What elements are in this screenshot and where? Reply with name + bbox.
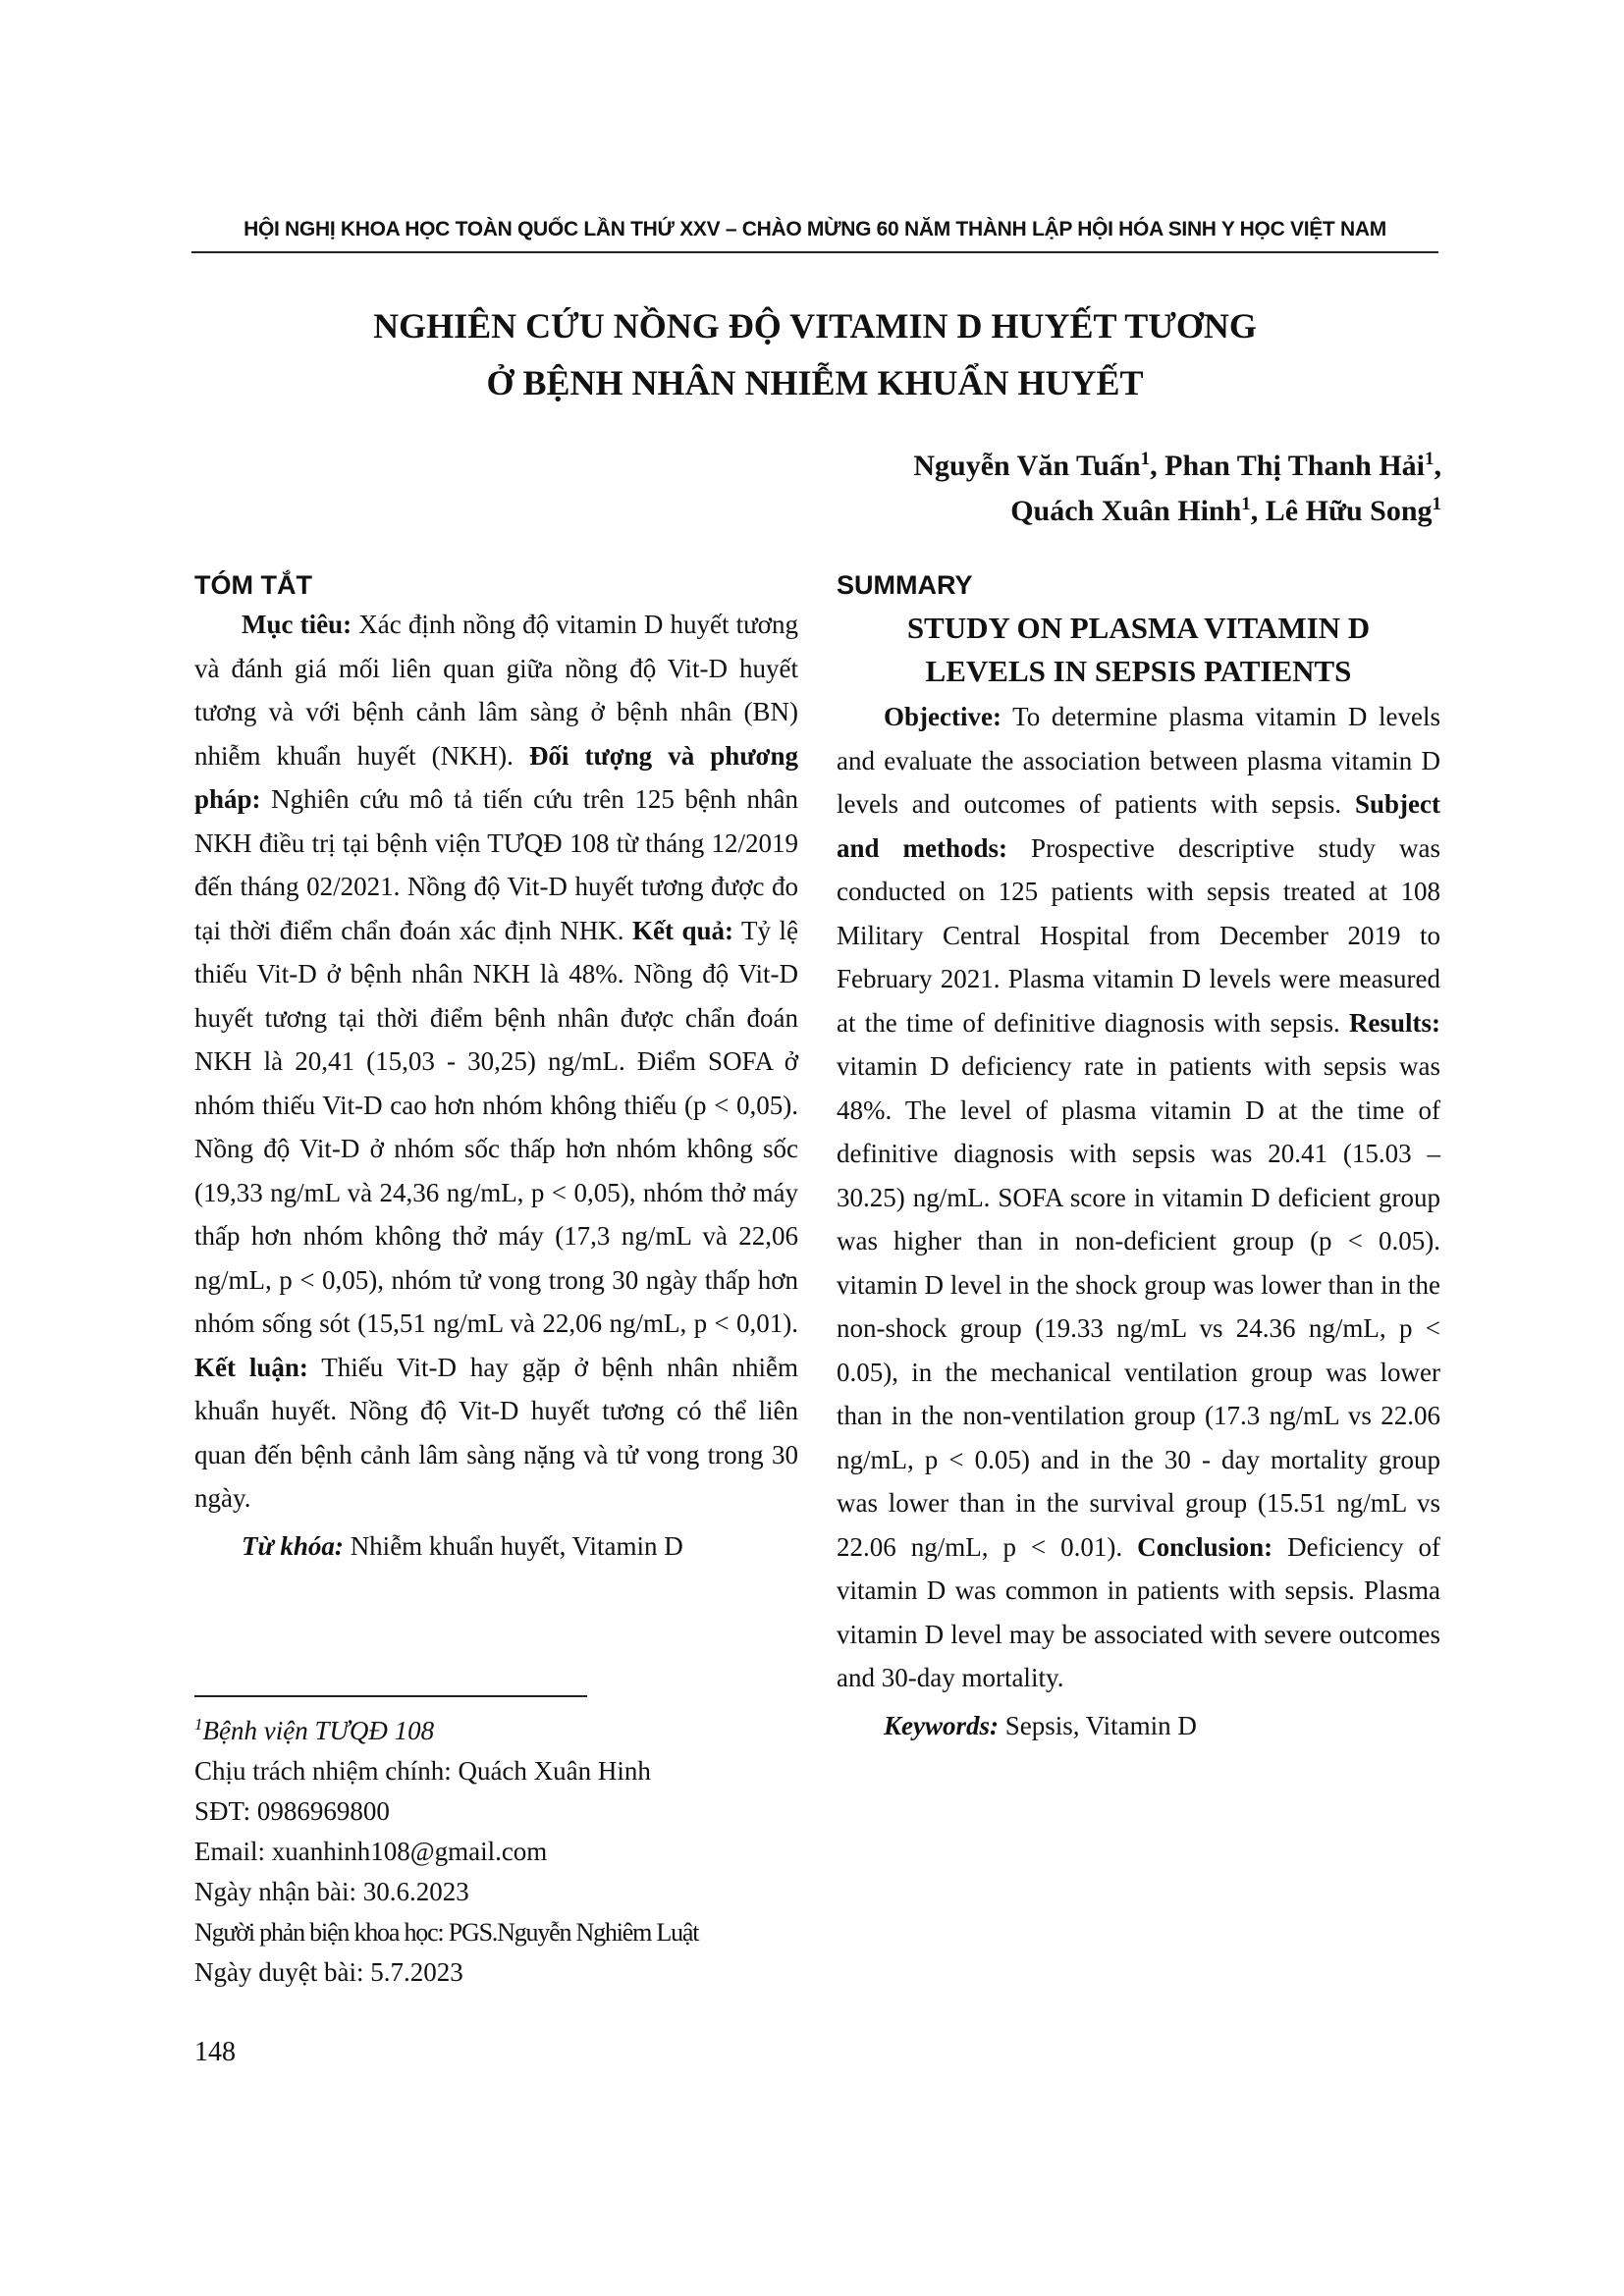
- title-line-2: Ở BỆNH NHÂN NHIỄM KHUẨN HUYẾT: [486, 363, 1144, 402]
- abstract-english: [837, 567, 1440, 1747]
- keywords: [194, 1524, 798, 1569]
- running-header: HỘI NGHỊ KHOA HỌC TOÀN QUỐC LẦN THỨ XXV – CHÀO MỪNG 60 NĂM THÀNH LẬP HỘI HÓA SINH Y HỌC VIỆT NAM: [244, 218, 1386, 240]
- author-separator: ,: [1434, 450, 1441, 482]
- results-text: Tỷ lệ thiếu Vit-D ở bệnh nhân NKH là 48%. Nồng độ Vit-D huyết tương tại thời điểm bệnh nhân được chẩn đoán NKH là 20,41 (15,03 - 30,25) ng/mL. Điểm SOFA ở nhóm thiếu Vit-D cao hơn nhóm không thiếu (p < 0,05). Nồng độ Vit-D ở nhóm sốc thấp hơn nhóm không sốc (19,33 ng/mL và 24,36 ng/mL, p < 0,05), nhóm thở máy thấp hơn nhóm không thở máy (17,3 ng/mL và 22,06 ng/mL, p < 0,05), nhóm tử vong trong 30 ngày thấp hơn nhóm sống sót (15,51 ng/mL và 22,06 ng/mL, p < 0,01).: [194, 915, 799, 1338]
- footnote-affiliation: [194, 1711, 823, 1751]
- methods-text: Nghiên cứu mô tả tiến cứu trên 125 bệnh nhân NKH điều trị tại bệnh viện TƯQĐ 108 từ tháng 12/2019 đến tháng 02/2021. Nồng độ Vit-D huyết tương được đo tại thời điểm chẩn đoán xác định NHK.: [194, 784, 798, 945]
- summary-title-line-1: STUDY ON PLASMA VITAMIN D: [906, 611, 1371, 645]
- results-text: vitamin D deficiency rate in patients with sepsis was 48%. The level of plasma vitamin D at the time of definitive diagnosis with sepsis was 20.41 (15.03 – 30.25) ng/mL. SOFA score in vitamin D deficient group was higher than in non-deficient group (p < 0.05). vitamin D level in the shock group was lower than in the non-shock group (19.33 ng/mL vs 24.36 ng/mL, p < 0.05), in the mechanical ventilation group was lower than in the non-ventilation group (17.3 ng/mL vs 22.06 ng/mL, p < 0.05) and in the 30 - day mortality group was lower than in the survival group (15.51 ng/mL vs 22.06 ng/mL, p < 0.01).: [837, 1051, 1440, 1562]
- affiliation-text: Bệnh viện TƯQĐ 108: [202, 1716, 435, 1745]
- summary-title-line-2: LEVELS IN SEPSIS PATIENTS: [925, 654, 1352, 688]
- affiliation-mark: 1: [1140, 449, 1151, 469]
- summary-body: [837, 695, 1440, 1700]
- footnote-email: Email: xuanhinh108@gmail.com: [194, 1837, 548, 1866]
- footnotes: [194, 1711, 823, 1993]
- author-name: Quách Xuân Hinh: [1010, 495, 1242, 527]
- keywords-label: Keywords:: [884, 1710, 999, 1740]
- methods-label: Đối tượng và phương pháp:: [194, 740, 798, 814]
- section-heading-tom-tat: TÓM TẮT: [194, 570, 312, 600]
- abstract-vietnamese: [194, 567, 798, 1568]
- footnote-approved: Ngày duyệt bài: 5.7.2023: [194, 1957, 463, 1987]
- author-name: Nguyễn Văn Tuấn: [913, 450, 1141, 482]
- objective-label: Mục tiêu:: [242, 610, 352, 639]
- author-line-1: [558, 444, 1441, 489]
- page-number: 148: [194, 2037, 236, 2067]
- affiliation-mark: 1: [194, 1715, 203, 1734]
- author-line-2: [558, 489, 1441, 534]
- footnote-phone: SĐT: 0986969800: [194, 1796, 390, 1826]
- objective-text: To determine plasma vitamin D levels and evaluate the association between plasma vitamin D levels and outcomes of patients with sepsis.: [837, 702, 1440, 819]
- header-rule: [191, 251, 1438, 253]
- keywords-text: Sepsis, Vitamin D: [999, 1710, 1197, 1740]
- footnote-reviewer: Người phản biện khoa học: PGS.Nguyễn Nghiêm Luật: [194, 1918, 699, 1947]
- conclusion-label: Kết luận:: [194, 1352, 308, 1382]
- author-separator: ,: [1150, 450, 1165, 482]
- affiliation-mark: 1: [1241, 494, 1251, 514]
- conclusion-text: Thiếu Vit-D hay gặp ở bệnh nhân nhiễm khuẩn huyết. Nồng độ Vit-D huyết tương có thể liên quan đến bệnh cảnh lâm sàng nặng và tử vong trong 30 ngày.: [194, 1352, 798, 1513]
- affiliation-mark: 1: [1432, 494, 1441, 514]
- keywords: [837, 1704, 1440, 1748]
- methods-text: Prospective descriptive study was conducted on 125 patients with sepsis treated at 108 Military Central Hospital from December 2019 to February 2021. Plasma vitamin D levels were measured at the time of definitive diagnosis with sepsis.: [837, 832, 1440, 1038]
- author-list: [558, 444, 1441, 534]
- footnote-received: Ngày nhận bài: 30.6.2023: [194, 1877, 469, 1906]
- affiliation-mark: 1: [1425, 449, 1435, 469]
- results-label: Results:: [1349, 1007, 1440, 1038]
- keywords-label: Từ khóa:: [242, 1530, 344, 1561]
- abstract-body: [194, 603, 798, 1521]
- title-line-1: NGHIÊN CỨU NỒNG ĐỘ VITAMIN D HUYẾT TƯƠNG: [373, 306, 1257, 346]
- conclusion-label: Conclusion:: [1137, 1531, 1273, 1562]
- author-name: Lê Hữu Song: [1265, 495, 1433, 527]
- objective-text: Xác định nồng độ vitamin D huyết tương và đánh giá mối liên quan giữa nồng độ Vit-D huyết tương và với bệnh cảnh lâm sàng ở bệnh nhân (BN) nhiễm khuẩn huyết (NKH).: [194, 610, 799, 771]
- author-name: Phan Thị Thanh Hải: [1164, 450, 1425, 482]
- footnote-rule: [194, 1695, 587, 1697]
- conclusion-text: Deficiency of vitamin D was common in patients with sepsis. Plasma vitamin D level may be associated with severe outcomes and 30-day mortality.: [837, 1531, 1441, 1692]
- section-heading-summary: SUMMARY: [837, 570, 973, 600]
- objective-label: Objective:: [884, 702, 1001, 731]
- summary-title: [837, 607, 1440, 693]
- author-separator: ,: [1250, 495, 1266, 527]
- results-label: Kết quả:: [631, 915, 733, 945]
- keywords-text: Nhiễm khuẩn huyết, Vitamin D: [343, 1530, 683, 1561]
- methods-label: Subject and methods:: [837, 789, 1440, 863]
- article-title: [191, 297, 1438, 411]
- footnote-responsible: Chịu trách nhiệm chính: Quách Xuân Hinh: [194, 1756, 651, 1786]
